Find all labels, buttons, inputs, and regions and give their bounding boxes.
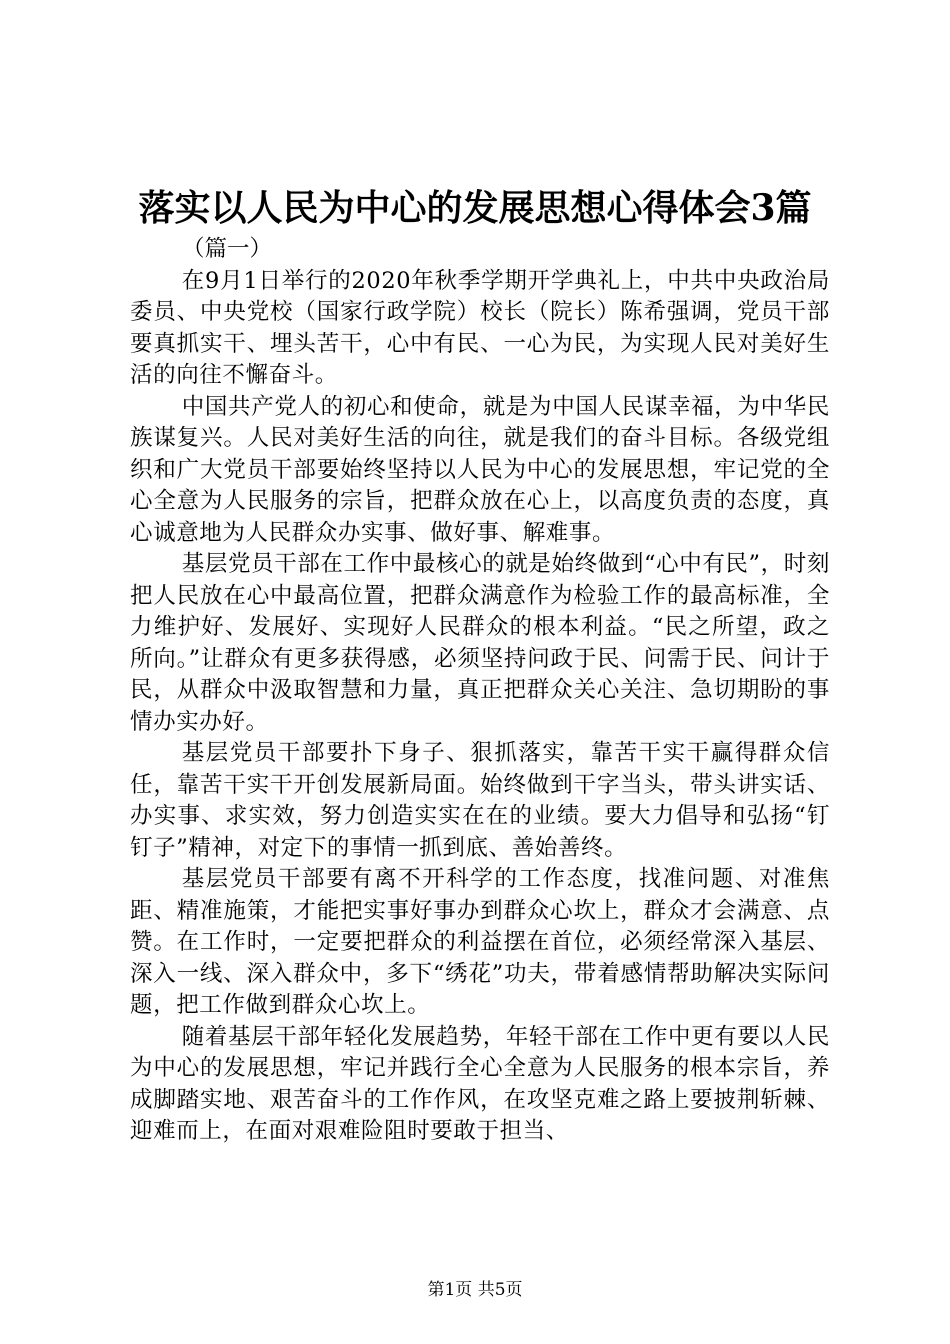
paragraph-6: 随着基层干部年轻化发展趋势，年轻干部在工作中更有要以人民为中心的发展思想，牢记并践行全心全意为人民服务的根本宗旨，养成脚踏实地、艰苦奋斗的工作作风，在攻坚克难之路上要披荆斩棘、迎难而上，在面对艰难险阻时要敢于担当、 <box>130 1023 830 1144</box>
document-body <box>130 234 830 1148</box>
section-label: （篇一） <box>182 236 273 262</box>
paragraph-2: 中国共产党人的初心和使命，就是为中国人民谋幸福，为中华民族谋复兴。人民对美好生活的向往，就是我们的奋斗目标。各级党组织和广大党员干部要始终坚持以人民为中心的发展思想，牢记党的全心全意为人民服务的宗旨，把群众放在心上，以高度负责的态度，真心诚意地为人民群众办实事、做好事、解难事。 <box>130 393 830 546</box>
paragraph-4: 基层党员干部要扑下身子、狠抓落实，靠苦干实干赢得群众信任，靠苦干实干开创发展新局面。始终做到干字当头，带头讲实话、办实事、求实效，努力创造实实在在的业绩。要大力倡导和弘扬“钉钉子”精神，对定下的事情一抓到底、善始善终。 <box>130 740 830 861</box>
paragraph-1: 在9月1日举行的2020年秋季学期开学典礼上，中共中央政治局委员、中央党校（国家行政学院）校长（院长）陈希强调，党员干部要真抓实干、埋头苦干，心中有民、一心为民，为实现人民对美好生活的向往不懈奋斗。 <box>130 267 830 388</box>
paragraph-3: 基层党员干部在工作中最核心的就是始终做到“心中有民”，时刻把人民放在心中最高位置，把群众满意作为检验工作的最高标准，全力维护好、发展好、实现好人民群众的根本利益。“民之所望，政之所向。”让群众有更多获得感，必须坚持问政于民、问需于民、问计于民，从群众中汲取智慧和力量，真正把群众关心关注、急切期盼的事情办实办好。 <box>130 551 830 735</box>
page-footer: 第1页 共5页 <box>427 1280 523 1300</box>
document-title: 落实以人民为中心的发展思想心得体会3篇 <box>138 187 812 229</box>
paragraph-5: 基层党员干部要有离不开科学的工作态度，找准问题、对准焦距、精准施策，才能把实事好事办到群众心坎上，群众才会满意、点赞。在工作时，一定要把群众的利益摆在首位，必须经常深入基层、深入一线、深入群众中，多下“绣花”功夫，带着感情帮助解决实际问题，把工作做到群众心坎上。 <box>130 866 830 1018</box>
